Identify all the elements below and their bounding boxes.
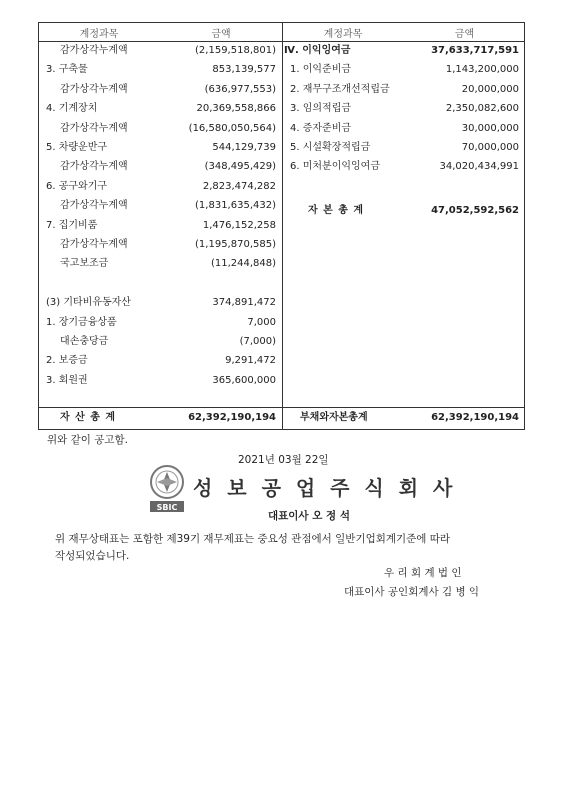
right-row-amount: 20,000,000 — [461, 83, 519, 95]
audit-statement-line1: 위 재무상태표는 포함한 제39기 재무제표는 중요성 관점에서 일반기업회계기준에 따라 — [55, 533, 451, 545]
right-row-amount: 70,000,000 — [461, 142, 519, 153]
left-row-amount: 374,891,472 — [212, 297, 276, 309]
header-left-amount: 금액 — [211, 29, 231, 40]
liab-total-amount: 62,392,190,194 — [431, 412, 519, 423]
right-row-account: 1. 이익준비금 — [290, 64, 352, 76]
capital-total-amount: 47,052,592,562 — [431, 205, 519, 216]
left-row-account: 6. 공구와기구 — [46, 180, 108, 192]
right-row-amount: 30,000,000 — [461, 122, 519, 134]
left-row-account: 감가상각누계액 — [60, 239, 128, 250]
left-row-amount: (7,000) — [239, 336, 276, 347]
auditor-signer: 대표이사 공인회계사 김 병 익 — [344, 586, 480, 598]
left-row-amount: 20,369,558,866 — [196, 103, 276, 115]
left-row-amount: 1,476,152,258 — [202, 219, 276, 231]
left-row-account: (3) 기타비유동자산 — [46, 297, 131, 309]
table-rule — [38, 407, 525, 408]
left-row-account: 5. 차량운반구 — [46, 142, 108, 153]
left-row-account: 감가상각누계액 — [60, 161, 128, 173]
company-logo — [148, 464, 186, 514]
left-row-account: 2. 보증금 — [46, 355, 88, 367]
left-row-account: 감가상각누계액 — [60, 122, 128, 134]
left-row-amount: 853,139,577 — [212, 64, 276, 76]
ceo-name: 대표이사 오 정 석 — [268, 510, 350, 522]
left-row-account: 감가상각누계액 — [60, 45, 128, 56]
table-rule — [38, 41, 525, 42]
table-rule — [38, 22, 39, 430]
left-row-account: 감가상각누계액 — [60, 200, 128, 212]
right-row-amount: 34,020,434,991 — [439, 161, 519, 173]
left-row-amount: 365,600,000 — [212, 374, 276, 386]
assets-total-label: 자 산 총 계 — [60, 412, 117, 423]
assets-total-amount: 62,392,190,194 — [188, 412, 276, 423]
left-row-amount: 2,823,474,282 — [202, 180, 276, 192]
left-row-account: 국고보조금 — [60, 258, 109, 270]
left-row-account: 대손충당금 — [60, 336, 109, 347]
left-row-amount: (1,195,870,585) — [195, 239, 276, 250]
left-row-amount: 544,129,739 — [212, 142, 276, 153]
right-row-account: 2. 재무구조개선적립금 — [290, 83, 390, 95]
capital-total-label: 자 본 총 계 — [308, 205, 365, 216]
left-row-amount: 7,000 — [247, 316, 276, 328]
left-row-amount: (636,977,553) — [204, 83, 276, 95]
left-row-account: 감가상각누계액 — [60, 83, 128, 95]
balance-sheet-table — [38, 22, 525, 430]
right-row-account: Ⅳ. 이익잉여금 — [284, 45, 351, 56]
table-rule — [282, 22, 283, 430]
header-right-amount: 금액 — [454, 29, 475, 40]
logo-text: SBIC — [156, 503, 178, 512]
company-name: 성 보 공 업 주 식 회 사 — [193, 476, 457, 500]
left-row-amount: (2,159,518,801) — [195, 45, 276, 56]
left-row-account: 3. 구축물 — [46, 64, 88, 76]
left-row-amount: (11,244,848) — [210, 258, 276, 270]
notice-text: 위와 같이 공고함. — [47, 434, 129, 446]
left-row-account: 1. 장기금융상품 — [46, 316, 117, 328]
right-row-account: 5. 시설확장적립금 — [290, 142, 371, 153]
right-row-account: 4. 증자준비금 — [290, 122, 352, 134]
header-left-account: 계정과목 — [79, 29, 119, 40]
header-right-account: 계정과목 — [323, 29, 363, 40]
right-row-account: 6. 미처분이익잉여금 — [290, 161, 380, 173]
notice-date: 2021년 03월 22일 — [238, 454, 329, 466]
table-rule — [524, 22, 525, 430]
left-row-amount: (1,831,635,432) — [195, 200, 276, 212]
audit-statement-line2: 작성되었습니다. — [55, 550, 130, 562]
right-row-amount: 2,350,082,600 — [445, 103, 519, 115]
left-row-account: 4. 기계장치 — [46, 103, 98, 115]
liab-total-label: 부채와자본총계 — [300, 412, 368, 423]
right-row-account: 3. 임의적립금 — [290, 103, 352, 115]
right-row-amount: 1,143,200,000 — [445, 64, 519, 76]
left-row-amount: 9,291,472 — [225, 355, 276, 367]
left-row-account: 3. 회원권 — [46, 374, 88, 386]
left-row-account: 7. 집기비품 — [46, 219, 98, 231]
auditor-firm: 우 리 회 계 법 인 — [384, 567, 462, 579]
left-row-amount: (16,580,050,564) — [188, 122, 276, 134]
right-row-amount: 37,633,717,591 — [431, 45, 519, 56]
left-row-amount: (348,495,429) — [204, 161, 276, 173]
